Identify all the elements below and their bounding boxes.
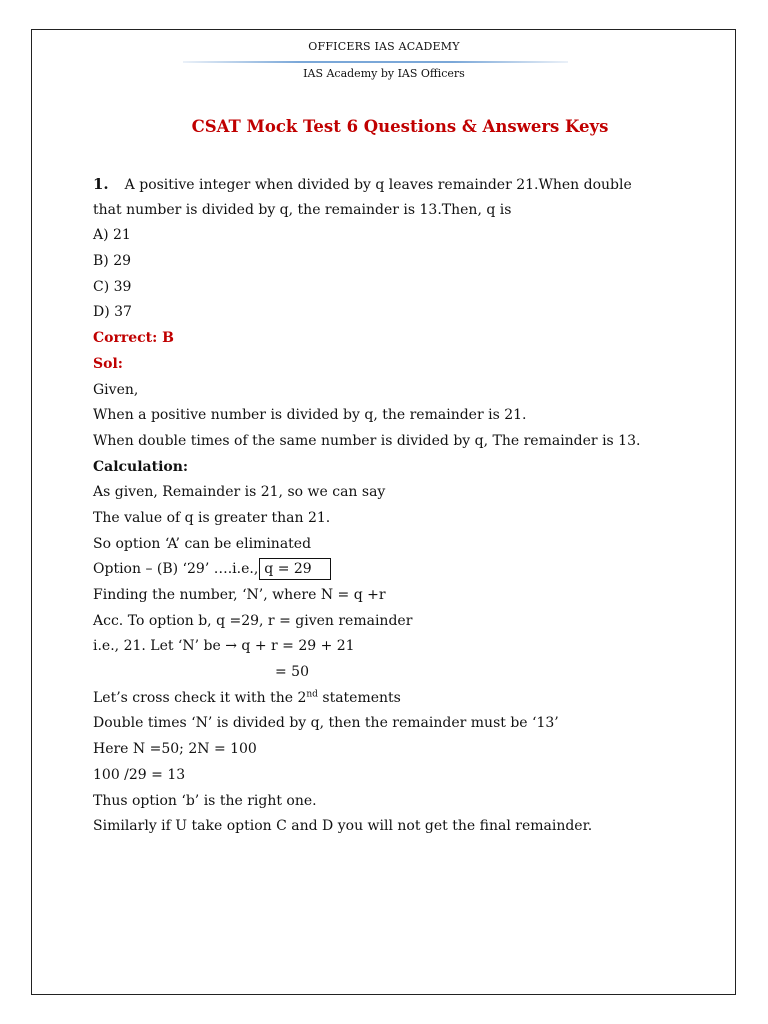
solution-step-6: Acc. To option b, q =29, r = given remainder (93, 612, 413, 629)
solution-step-11: Here N =50; 2N = 100 (93, 741, 257, 758)
solution-step-9 (93, 686, 703, 712)
question-text-2: that number is divided by q, the remainder is 13.Then, q is (93, 201, 512, 218)
ordinal-superscript: nd (306, 689, 318, 700)
academy-name: OFFICERS IAS ACADEMY (308, 40, 460, 53)
boxed-answer: q = 29 (259, 558, 330, 580)
option-b: B) 29 (93, 253, 132, 270)
question-number: 1. (93, 175, 109, 193)
question-text-1: A positive integer when divided by q leaves remainder 21.When double (124, 177, 632, 193)
academy-tagline: IAS Academy by IAS Officers (303, 67, 465, 80)
given-statement-1: When a positive number is divided by q, the remainder is 21. (93, 407, 527, 424)
option-a: A) 21 (93, 227, 131, 244)
correct-answer: Correct: B (93, 330, 175, 347)
solution-step-1: As given, Remainder is 21, so we can say (93, 484, 386, 501)
solution-step-10: Double times ‘N’ is divided by q, then the remainder must be ‘13’ (93, 715, 559, 732)
solution-step-2: The value of q is greater than 21. (93, 509, 331, 526)
option-c: C) 39 (93, 278, 132, 295)
document-title: CSAT Mock Test 6 Questions & Answers Keys (191, 117, 609, 136)
solution-step-4 (93, 557, 703, 583)
given-statement-2: When double times of the same number is divided by q, The remainder is 13. (93, 432, 641, 449)
option-d: D) 37 (93, 304, 132, 321)
given-label: Given, (93, 381, 139, 398)
calculation-label: Calculation: (93, 458, 189, 475)
question-block (93, 172, 703, 840)
solution-step-4-text: Option – (B) ‘29’ ….i.e., (93, 561, 259, 578)
solution-step-9-tail: statements (317, 689, 401, 706)
question-line-1 (93, 172, 703, 198)
solution-step-14: Similarly if U take option C and D you will not get the final remainder. (93, 818, 593, 835)
solution-step-13: Thus option ‘b’ is the right one. (93, 792, 317, 809)
solution-step-8: = 50 (275, 664, 309, 681)
solution-step-9-text: Let’s cross check it with the 2 (93, 689, 307, 706)
header-divider (183, 61, 568, 63)
solution-label: Sol: (93, 355, 123, 372)
solution-step-7: i.e., 21. Let ‘N’ be → q + r = 29 + 21 (93, 638, 355, 655)
solution-step-5: Finding the number, ‘N’, where N = q +r (93, 587, 386, 603)
solution-step-12: 100 /29 = 13 (93, 766, 186, 783)
solution-step-3: So option ‘A’ can be eliminated (93, 535, 312, 552)
